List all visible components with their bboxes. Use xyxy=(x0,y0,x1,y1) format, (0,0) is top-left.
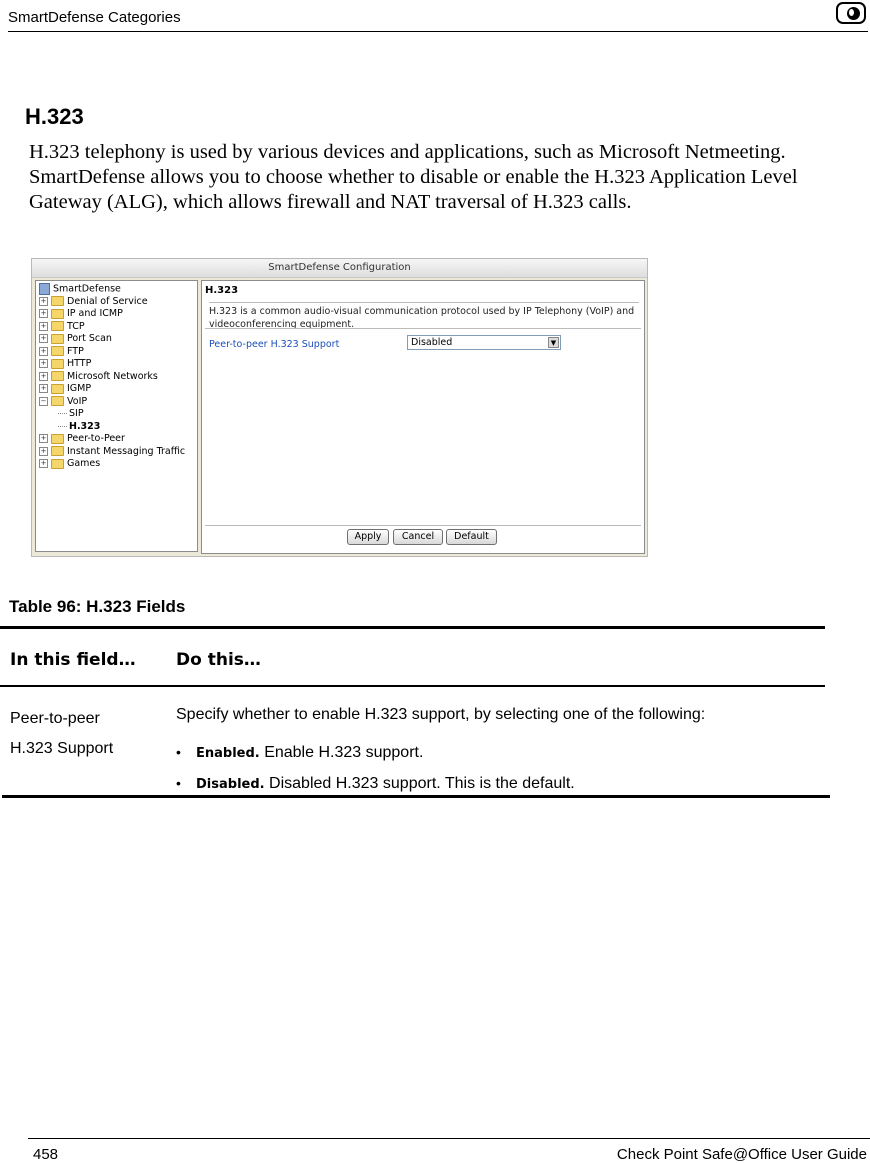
h323-support-select[interactable] xyxy=(407,335,561,350)
table-top-rule xyxy=(0,626,825,629)
folder-icon xyxy=(51,309,64,319)
collapse-icon[interactable]: − xyxy=(40,396,47,405)
expand-icon[interactable]: + xyxy=(40,321,47,330)
checkpoint-logo-icon xyxy=(836,2,866,24)
settings-panel xyxy=(201,280,645,554)
tree-item[interactable]: + FTP xyxy=(40,345,84,357)
tree-root[interactable]: SmartDefense xyxy=(39,283,121,295)
table-caption: Table 96: H.323 Fields xyxy=(9,597,186,616)
cancel-button[interactable]: Cancel xyxy=(393,529,443,545)
folder-icon xyxy=(51,371,64,381)
tree-connector-icon xyxy=(58,426,67,427)
screenshot-title: SmartDefense Configuration xyxy=(32,259,647,278)
tree-item[interactable]: + Microsoft Networks xyxy=(40,370,158,382)
select-value: Disabled xyxy=(411,337,453,348)
folder-icon xyxy=(51,296,64,306)
h323-support-label: Peer-to-peer H.323 Support xyxy=(209,339,340,350)
instruction-cell xyxy=(176,706,816,792)
option-disabled: • Disabled. Disabled H.323 support. This is the default. xyxy=(176,775,575,792)
expand-icon[interactable]: + xyxy=(40,434,47,442)
folder-icon xyxy=(51,346,64,356)
tree-item[interactable]: + TCP xyxy=(40,320,85,332)
expand-icon[interactable]: + xyxy=(40,371,47,380)
folder-icon xyxy=(51,384,64,394)
tree-connector-icon xyxy=(58,413,67,414)
apply-button[interactable]: Apply xyxy=(347,529,389,545)
running-header xyxy=(8,8,868,32)
default-button[interactable]: Default xyxy=(446,529,497,545)
folder-icon xyxy=(51,321,64,331)
tree-leaf-h323[interactable]: H.323 xyxy=(58,421,100,433)
header-title: SmartDefense Categories xyxy=(8,9,181,26)
field-name-cell: Peer-to-peer H.323 Support xyxy=(10,710,114,757)
tree-item[interactable]: + Instant Messaging Traffic xyxy=(40,445,186,457)
option-enabled: • Enabled. Enable H.323 support. xyxy=(176,744,424,761)
folder-icon xyxy=(51,459,64,469)
column-header-action: Do this… xyxy=(176,650,261,670)
panel-description: H.323 is a common audio-visual communication protocol used by IP Telephony (VoIP) and videoconferencing equipment. xyxy=(209,302,639,331)
open-folder-icon xyxy=(51,396,64,406)
expand-icon[interactable]: + xyxy=(40,446,47,455)
expand-icon[interactable]: + xyxy=(40,334,47,342)
tree-item[interactable]: + Peer-to-Peer xyxy=(40,433,125,444)
dropdown-arrow-icon[interactable]: ▼ xyxy=(548,337,559,348)
table-bottom-rule xyxy=(2,795,830,798)
divider xyxy=(205,328,641,329)
smartdefense-screenshot xyxy=(31,258,648,557)
section-heading: H.323 xyxy=(25,104,84,129)
instruction-text: Specify whether to enable H.323 support, by selecting one of the following: xyxy=(176,706,706,723)
column-header-field: In this field… xyxy=(10,650,136,670)
expand-icon[interactable]: + xyxy=(40,309,47,317)
tree-leaf-sip[interactable]: SIP xyxy=(58,408,84,420)
folder-icon xyxy=(51,334,64,344)
expand-icon[interactable]: + xyxy=(40,459,47,467)
tree-item-voip[interactable]: − VoIP xyxy=(40,395,88,407)
expand-icon[interactable]: + xyxy=(40,359,47,367)
bullet-icon: • xyxy=(176,775,181,791)
page-number: 458 xyxy=(33,1146,59,1163)
tree-item[interactable]: + IP and ICMP xyxy=(40,308,123,319)
footer-rule xyxy=(28,1138,870,1139)
tree-item[interactable]: + Games xyxy=(40,458,101,469)
folder-icon xyxy=(51,359,64,369)
table-header-rule xyxy=(0,685,825,687)
panel-heading: H.323 xyxy=(205,285,239,296)
category-tree xyxy=(35,280,198,552)
folder-icon xyxy=(51,434,64,444)
guide-title: Check Point Safe@Office User Guide xyxy=(616,1146,867,1163)
folder-icon xyxy=(51,446,64,456)
intro-paragraph: H.323 telephony is used by various devices and applications, such as Microsoft Netmeeting. SmartDefense allows you to choose whether to disable or enable the H.323 Application Level Gateway (ALG), which allows firewall and NAT traversal of H.323 calls. xyxy=(29,141,798,213)
tree-item[interactable]: + Denial of Service xyxy=(40,295,148,307)
tree-item[interactable]: + IGMP xyxy=(40,383,92,394)
tree-item[interactable]: + HTTP xyxy=(40,358,92,369)
expand-icon[interactable]: + xyxy=(40,296,47,305)
tree-item[interactable]: + Port Scan xyxy=(40,333,112,344)
divider xyxy=(205,525,641,526)
expand-icon[interactable]: + xyxy=(40,384,47,392)
bullet-icon: • xyxy=(176,744,181,760)
expand-icon[interactable]: + xyxy=(40,346,47,355)
smartdefense-root-icon xyxy=(39,283,50,295)
